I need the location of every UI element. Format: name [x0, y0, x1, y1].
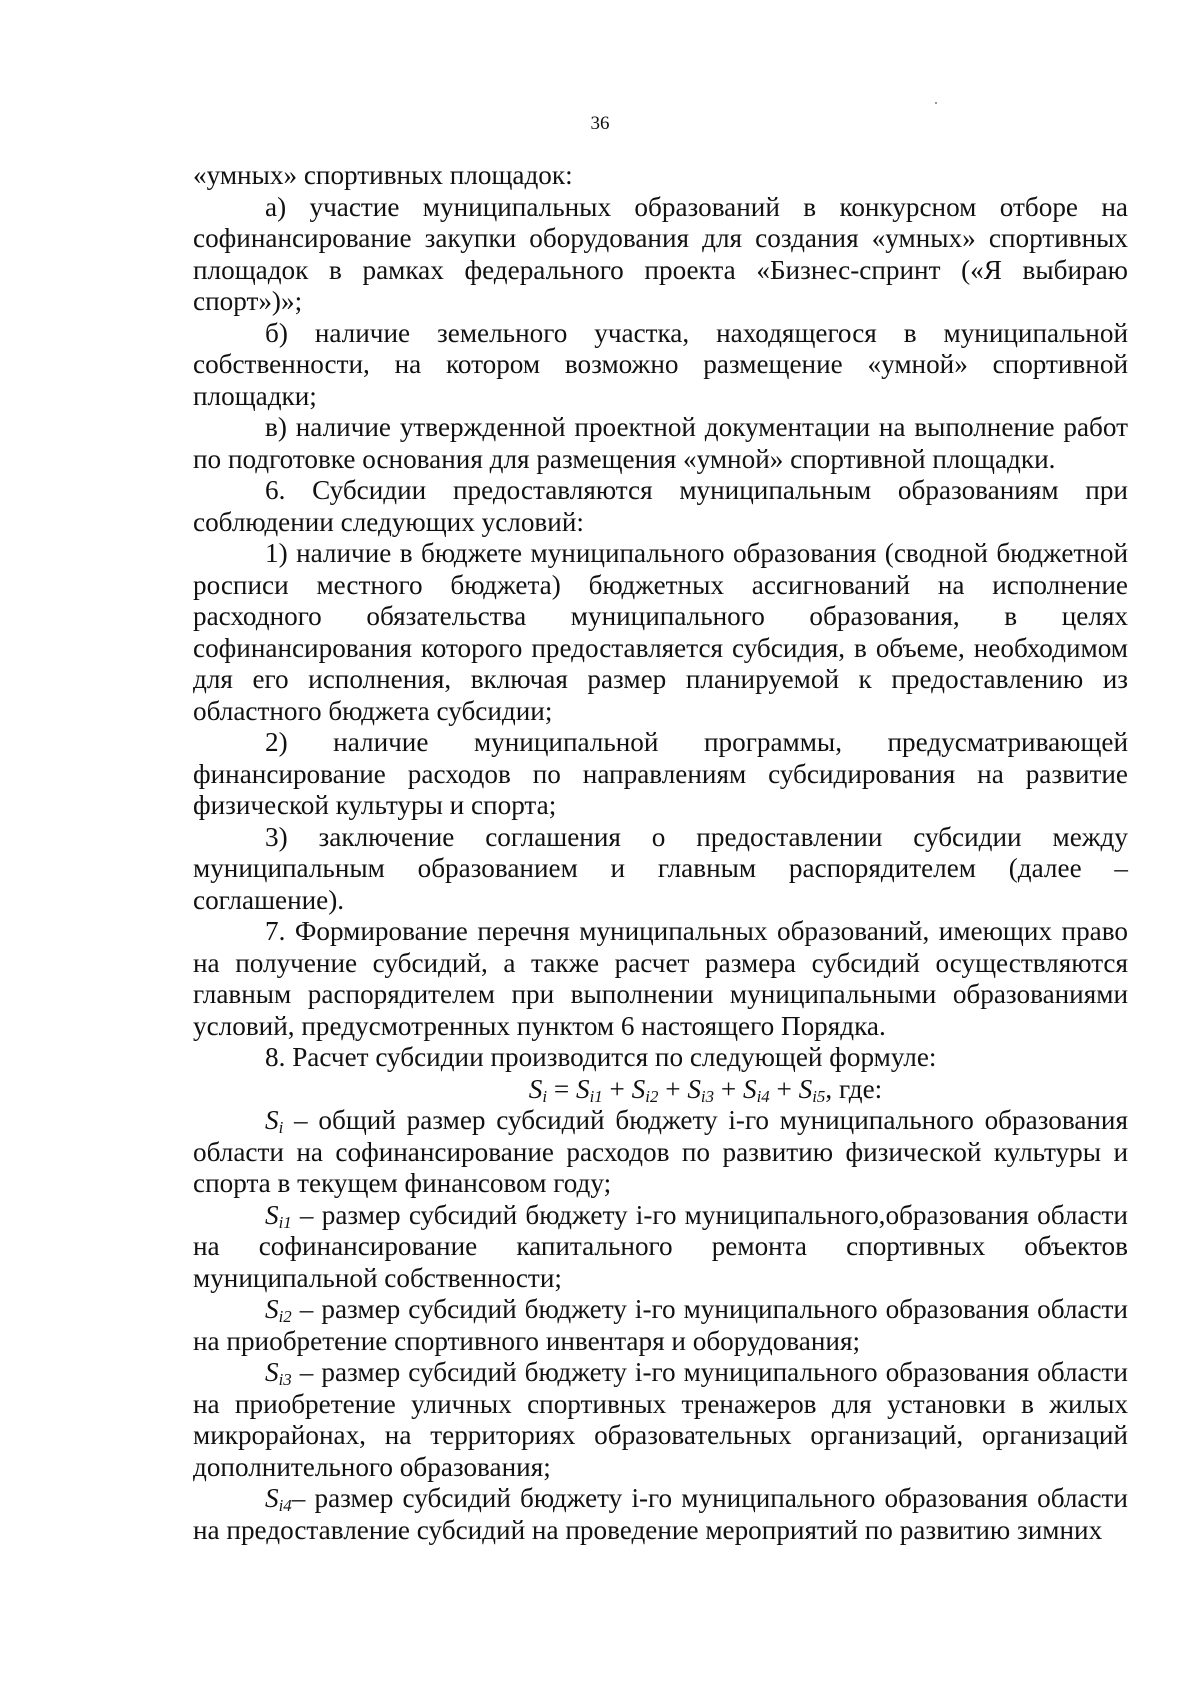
definition-si2: $S_{i2}$ – размер субсидий бюджету i-го муниципального образования области на приобретение спортивного инвентаря и оборудования;	[193, 1294, 1128, 1356]
paragraph-clause-8: 8. Расчет субсидии производится по следующей формуле:	[265, 1042, 937, 1072]
definition-si1: $S_{i1}$ – размер субсидий бюджету i-го муниципального,образования области на софинансирование капитального ремонта спортивных объектов муниципальной собственности;	[193, 1199, 1128, 1293]
document-body	[193, 160, 1128, 1546]
formula-term-si: $S_i$	[528, 1073, 548, 1106]
symbol-si: $S_i$	[265, 1105, 284, 1138]
symbol-si1: $S_{i1}$	[265, 1199, 292, 1232]
subsidy-formula: $S_i = S_{i1} + S_{i2} + S_{i3} + S_{i4} + S_{i5}$, где:	[528, 1073, 883, 1106]
paragraph-clause-6: 6. Субсидии предоставляются муниципальным образованиям при соблюдении следующих условий:	[193, 475, 1128, 537]
symbol-si2: $S_{i2}$	[265, 1294, 292, 1327]
paragraph-condition-1: 1) наличие в бюджете муниципального образования (сводной бюджетной росписи местного бюджета) бюджетных ассигнований на исполнение расходного обязательства муниципального образования, в целях софинансирования которого предоставляется субсидия, в объеме, необходимом для его исполнения, включая размер планируемой к предоставлению из областного бюджета субсидии;	[193, 538, 1128, 726]
paragraph-condition-2: 2) наличие муниципальной программы, предусматривающей финансирование расходов по направлениям субсидирования на развитие физической культуры и спорта;	[193, 727, 1128, 820]
formula-term-si5: $S_{i5}$	[798, 1073, 826, 1106]
formula-term-si4: $S_{i4}$	[742, 1073, 770, 1106]
formula-term-si3: $S_{i3}$	[687, 1073, 715, 1106]
paragraph-continuation: «умных» спортивных площадок:	[193, 160, 573, 190]
paragraph-condition-3: 3) заключение соглашения о предоставлении субсидии между муниципальным образованием и главным распорядителем (далее – соглашение).	[193, 821, 1128, 915]
scan-speck	[935, 102, 937, 104]
paragraph-item-b: б) наличие земельного участка, находящегося в муниципальной собственности, на котором возможно размещение «умной» спортивной площадки;	[193, 317, 1128, 411]
formula-term-si2: $S_{i2}$	[631, 1073, 659, 1106]
page-number: 36	[590, 113, 610, 134]
paragraph-item-a: а) участие муниципальных образований в конкурсном отборе на софинансирование закупки оборудования для создания «умных» спортивных площадок в рамках федерального проекта «Бизнес-спринт («Я выбираю спорт»)»;	[193, 191, 1128, 316]
formula-term-si1: $S_{i1}$	[576, 1073, 603, 1106]
symbol-si3: $S_{i3}$	[265, 1357, 292, 1390]
definition-si: $S_i$ – общий размер субсидий бюджету i-го муниципального образования области на софинансирование расходов по развитию физической культуры и спорта в текущем финансовом году;	[193, 1105, 1128, 1198]
paragraph-item-v: в) наличие утвержденной проектной документации на выполнение работ по подготовке основания для размещения «умной» спортивной площадки.	[193, 412, 1128, 474]
definition-si3: $S_{i3}$ – размер субсидий бюджету i-го муниципального образования области на приобретение уличных спортивных тренажеров для установки в жилых микрорайонах, на территориях образовательных организаций, организаций дополнительного образования;	[193, 1357, 1128, 1482]
paragraph-clause-7: 7. Формирование перечня муниципальных образований, имеющих право на получение субсидий, а также расчет размера субсидий осуществляются главным распорядителем при выполнении муниципальными образованиями условий, предусмотренных пунктом 6 настоящего Порядка.	[193, 916, 1128, 1041]
definition-si4: $S_{i4}-$ размер субсидий бюджету i-го муниципального образования области на предоставление субсидий на проведение мероприятий по развитию зимних	[193, 1483, 1128, 1545]
symbol-si4: $S_{i4}$	[265, 1483, 292, 1516]
